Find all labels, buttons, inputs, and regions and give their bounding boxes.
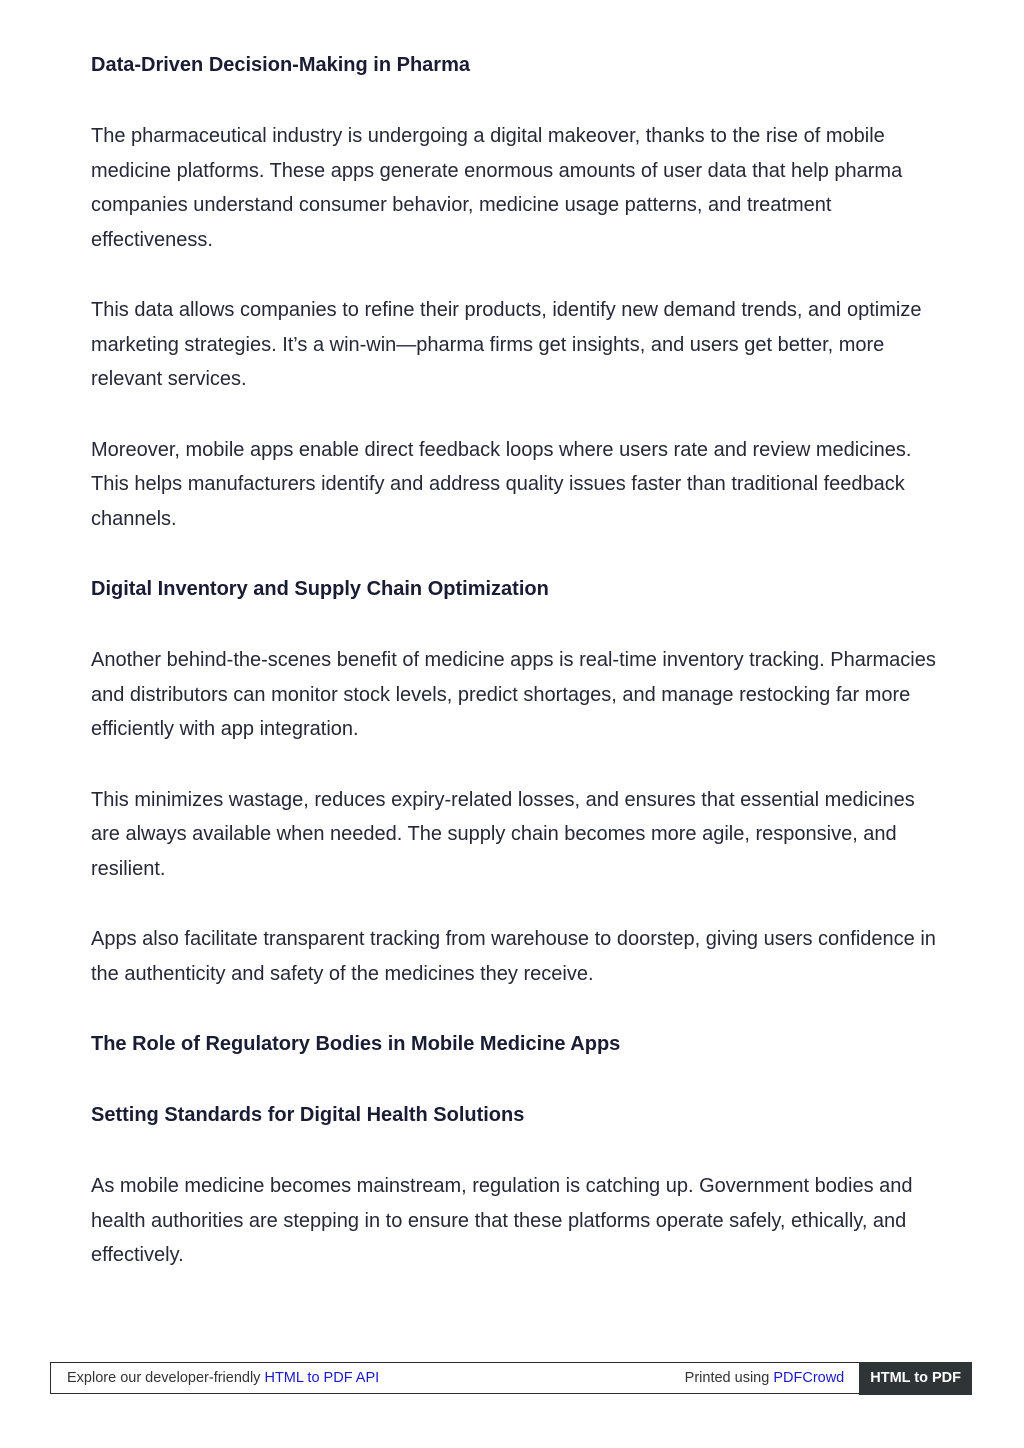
paragraph: Apps also facilitate transparent tracking from warehouse to doorstep, giving users confidence in the authenticity and safety of the medicines they receive. <box>91 928 936 985</box>
section-heading: Digital Inventory and Supply Chain Optimization <box>91 578 549 600</box>
paragraph: This minimizes wastage, reduces expiry-related losses, and ensures that essential medicines are always available when needed. The supply chain becomes more agile, responsive, and resilient. <box>91 788 915 880</box>
footer-printed-text: Printed using <box>684 1370 774 1386</box>
pdfcrowd-footer <box>50 1362 972 1394</box>
section-heading: The Role of Regulatory Bodies in Mobile Medicine Apps <box>91 1033 621 1055</box>
footer-explore-text: Explore our developer-friendly <box>67 1370 265 1386</box>
paragraph: Another behind-the-scenes benefit of medicine apps is real-time inventory tracking. Pharmacies and distributors can monitor stock levels, predict shortages, and manage restocking far more efficiently with app integration. <box>91 649 936 740</box>
paragraph: As mobile medicine becomes mainstream, regulation is catching up. Government bodies and health authorities are stepping in to ensure that these platforms operate safely, ethically, and effectively. <box>91 1175 913 1266</box>
paragraph: The pharmaceutical industry is undergoing a digital makeover, thanks to the rise of mobile medicine platforms. These apps generate enormous amounts of user data that help pharma companies understand consumer behavior, medicine usage patterns, and treatment effectiveness. <box>91 125 903 251</box>
paragraph: This data allows companies to refine their products, identify new demand trends, and optimize marketing strategies. It’s a win-win—pharma firms get insights, and users get better, more relevant services. <box>91 299 922 390</box>
footer-printed <box>685 1370 860 1386</box>
footer-explore <box>51 1370 685 1386</box>
subsection-heading: Setting Standards for Digital Health Solutions <box>91 1104 525 1126</box>
pdfcrowd-link[interactable]: PDFCrowd <box>773 1370 845 1386</box>
section-heading: Data-Driven Decision-Making in Pharma <box>91 54 470 76</box>
html-to-pdf-api-link[interactable]: HTML to PDF API <box>264 1370 380 1386</box>
paragraph: Moreover, mobile apps enable direct feedback loops where users rate and review medicines. This helps manufacturers identify and address quality issues faster than traditional feedback channels. <box>91 438 912 530</box>
html-to-pdf-badge-button[interactable]: HTML to PDF <box>859 1362 972 1395</box>
article-content <box>91 48 941 1309</box>
